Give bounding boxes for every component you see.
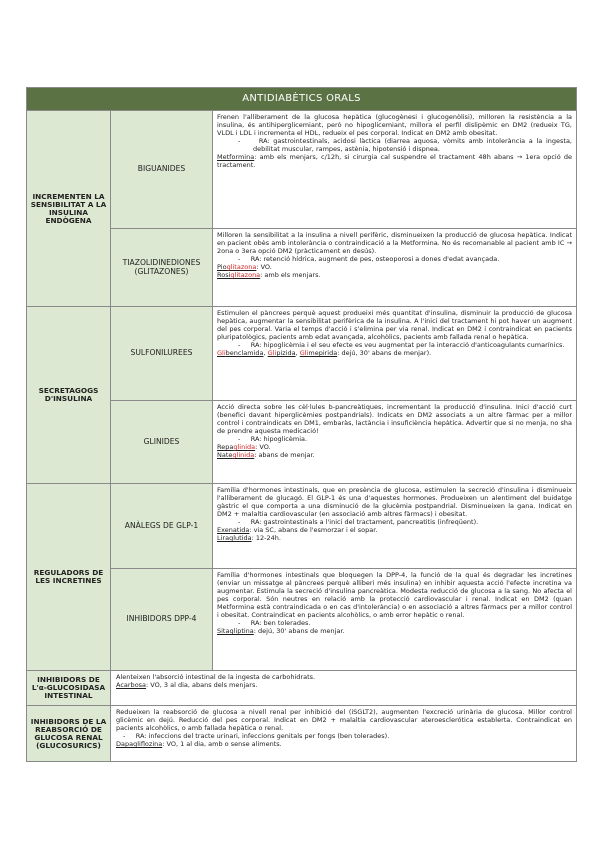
drug-usage: Exenatida: via SC, abans de l'esmorzar i el sopar. xyxy=(217,526,378,535)
drug-usage: Sitagliptina: dejú, 30' abans de menjar. xyxy=(217,627,345,636)
group-label: INCREMENTEN LA SENSIBILITAT A LA INSULINA ENDÒGENA xyxy=(27,111,111,306)
adverse-reactions: - RA: infeccions del tracte urinari, infeccions genitals per fongs (ben tolerades). xyxy=(123,732,390,741)
group-alfa-glucosidasa xyxy=(27,671,576,706)
adverse-reactions: - RA: hipoglicèmia. xyxy=(238,435,308,444)
drug-description: Frenen l'alliberament de la glucosa hepàtica (glucogènesi i glucogenòlisi), milloren la resistència a la insulina, és antihiperglicemiant, però no hipoglicemiant, millora el perfil dislipèmic en DM2 (redueix TG, VLDL i LDL i incrementa el HDL, redueix el pes corporal. Indicat en DM2 amb obesitat. - RA: gastrointestinals, acidosi làctica (diarrea aquosa, vòmits amb intolerància a la ingesta, debilitat muscular, rampes, astènia, hipotensió i dispnea. Metformina: amb els menjars, c/12h, si cirurgia cal suspendre el tractament 48h abans → 1era opció de tractament. xyxy=(217,113,572,170)
drug-row-glitazones xyxy=(111,229,576,306)
group-label: REGULADORS DE LES INCRETINES xyxy=(27,484,111,670)
group-secretagogs xyxy=(27,307,576,484)
drug-row-sulfonilurees xyxy=(111,307,576,401)
drug-description: Estimulen el pàncrees perquè aquest produeixi més quantitat d'insulina, disminuir la producció de glucosa hepàtica, augmentar la sensibilitat perifèrica de la insulina. A l'inici del tractament hi pot haver un augment del pes corporal. Varia el temps d'acció i s'elimina per via renal. Indicat en DM2 i contraindicat en pacients pluripatològics, pacients amb edat avançada, alcohòlics, pacients amb fallada renal o hepàtica. - RA: hipoglicèmia i el seu efecte es veu augmentat per la interacció d'anticoagulants cumarínics. Glibenclamida, Glipizida, Glimepirida: dejú, 30' abans de menjar). xyxy=(217,309,572,358)
drug-description: Acció directa sobre les cèl·lules b-pancreàtiques, incrementant la producció d'insulina. Inici d'acció curt (benefici davant hiperglicèmies postpandrials). Indicats en DM2 associats a un altre fàrmac per a millor control i contraindicats en DM1, embaràs, lactància i insuficiència hepàtica. Advertir que si no menja, no sha de prendre aquesta medicació! - RA: hipoglicèmia. Repaglinida: VO. Nateglinida: abans de menjar. xyxy=(217,403,572,460)
drug-description: Família d'hormones intestinals, que en presència de glucosa, estimulen la secreció d'insulina i disminueix l'alliberament de glucagó. El GLP-1 és una d'aquestes hormones. Produeixen un alentiment del buidatge gàstric el que comporta a una disminució de la glucèmia postpandrial. Disminueixen la gana. Indicat en DM2 + malaltia cardiovascular (en associació amb altres fàrmacs) i obesitat. - RA: gastrointestinals a l'inici del tractament, pancreatitis (infreqüent). Exenatida: via SC, abans de l'esmorzar i el sopar. Liraglutida: 12-24h. xyxy=(217,486,572,543)
adverse-reactions: - RA: ben tolerades. xyxy=(238,619,311,628)
drug-name: INHIBIDORS DPP-4 xyxy=(111,569,213,670)
drug-row-glp1 xyxy=(111,484,576,569)
drug-row-glinides xyxy=(111,401,576,483)
group-description: Redueixen la reabsorció de glucosa a nivell renal per inhibició del (iSGLT2), augmenten l'excreció urinària de glucosa. Millor control glicèmic en dejú. Reducció del pes corporal. Indicat en DM2 + malaltia cardiovascular ateroesclerótica establerta. Contraindicat en pacients alcohòlics, o amb fallada hepàtica o renal. - RA: infeccions del tracte urinari, infeccions genitals per fongs (ben tolerades). Dapagliflozina: VO, 1 al dia, amb o sense aliments. xyxy=(116,708,572,749)
group-glucosurics xyxy=(27,706,576,761)
adverse-reactions: - RA: gastrointestinals, acidosi làctica (diarrea aquosa, vòmits amb intolerància a la ingesta, debilitat muscular, rampes, astènia, hipotensió i dispnea. xyxy=(238,137,572,154)
drug-usage: Pioglitazona: VO. xyxy=(217,263,272,272)
group-label: INHIBIDORS DE LA REABSORCIÓ DE GLUCOSA RENAL (GLUCOSURICS) xyxy=(27,706,111,761)
table-title: ANTIDIABÈTICS ORALS xyxy=(27,88,576,111)
drug-usage: Rosiglitazona: amb els menjars. xyxy=(217,271,321,280)
adverse-reactions: - RA: retenció hídrica, augment de pes, osteoporosi a dones d'edat avançada. xyxy=(238,255,500,264)
drug-name: GLINIDES xyxy=(111,401,213,483)
drug-row-dpp4 xyxy=(111,569,576,670)
drug-usage: Nateglinida: abans de menjar. xyxy=(217,451,315,460)
adverse-reactions: - RA: gastrointestinals a l'inici del tractament, pancreatitis (infreqüent). xyxy=(238,518,479,527)
drug-description: Milloren la sensibilitat a la insulina a nivell perifèric, disminueixen la producció de glucosa hepàtica. Indicat en pacient obès amb intolerància o contraindicació a la Metformina. No és recomanable al pacient amb IC → 2ona o 3era opció DM2 (pràcticament en desús). - RA: retenció hídrica, augment de pes, osteoporosi a dones d'edat avançada. Pioglitazona: VO. Rosiglitazona: amb els menjars. xyxy=(217,231,572,280)
drug-description: Família d'hormones intestinals que bloquegen la DPP-4, la funció de la qual és degradar les incretines (enviar un missatge al pàncrees perquè alliberi més insulina) en inhibir aquesta acció l'efecte incretina va augmentar. Estimula la secreció d'insulina pancreàtica. Modesta reducció de glucosa a la sang. No afecta el pes corporal. Són neutres en relació amb la protecció cardiovascular i renal. Indicat en DM2 (quan Metformina està contraindicada o en cas d'intolerància) o en associació a altres fàrmacs per a millor control i obesitat. Contraindicat en pacients alcohòlics, o amb error hepàtic o renal. - RA: ben tolerades. Sitagliptina: dejú, 30' abans de menjar. xyxy=(217,571,572,636)
drug-name: TIAZOLIDINEDIONES (GLITAZONES) xyxy=(111,229,213,306)
group-label: INHIBIDORS DE L'α-GLUCOSIDASA INTESTINAL xyxy=(27,671,111,705)
drug-usage: Acarbosa: VO, 3 al dia, abans dels menjars. xyxy=(116,681,258,690)
drug-name: ANÀLEGS DE GLP-1 xyxy=(111,484,213,568)
group-label: SECRETAGOGS D'INSULINA xyxy=(27,307,111,483)
drug-row-biguanides xyxy=(111,111,576,229)
drug-usage: Repaglinida: VO. xyxy=(217,443,271,452)
drug-usage: Dapagliflozina: VO, 1 al dia, amb o sense aliments. xyxy=(116,740,282,749)
group-incretines xyxy=(27,484,576,671)
group-sensibilitat xyxy=(27,111,576,307)
drug-usage: Liraglutida: 12-24h. xyxy=(217,534,281,543)
drug-usage: Glibenclamida, Glipizida, Glimepirida: dejú, 30' abans de menjar). xyxy=(217,349,432,358)
drug-name: SULFONILUREES xyxy=(111,307,213,400)
antidiabetics-table xyxy=(26,87,577,762)
adverse-reactions: - RA: hipoglicèmia i el seu efecte es veu augmentat per la interacció d'anticoagulants cumarínics. xyxy=(238,341,565,350)
drug-name: BIGUANIDES xyxy=(111,111,213,228)
group-description: Alenteixen l'absorció intestinal de la ingesta de carbohidrats. Acarbosa: VO, 3 al dia, abans dels menjars. xyxy=(111,671,576,705)
drug-usage: Metformina: amb els menjars, c/12h, si cirurgia cal suspendre el tractament 48h abans → 1era opció de tractament. xyxy=(217,153,572,170)
